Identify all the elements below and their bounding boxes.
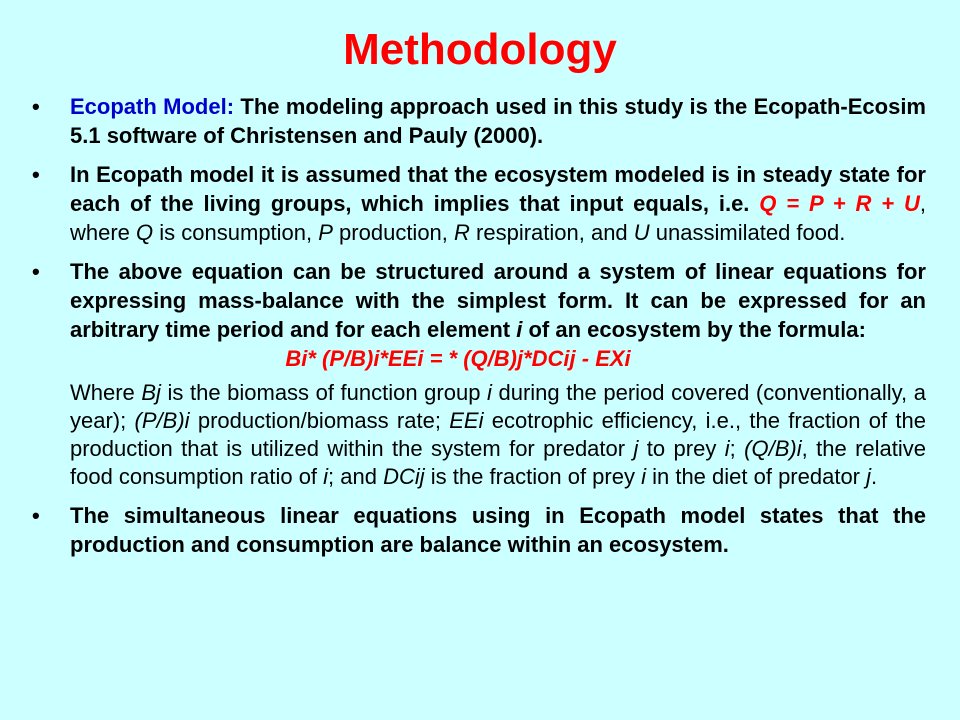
bullet-item-linear-equations: [32, 257, 926, 344]
slide-content: [32, 92, 926, 569]
where-paragraph: [32, 379, 926, 491]
where-text: ; and: [328, 464, 384, 489]
equation-text-1: , where: [70, 191, 926, 245]
where-var: DCij: [383, 464, 425, 489]
equation-text-5: unassimilated food.: [649, 220, 846, 245]
var-q: Q: [136, 220, 154, 245]
linear-equations-text-a: The above equation can be structured around a system of linear equations for expressing mass-balance with the simplest form. It can be expressed for an arbitrary time period and for each element: [70, 259, 926, 342]
slide-title: Methodology: [343, 25, 617, 74]
where-var: (P/B)i: [134, 408, 190, 433]
where-text: production/biomass rate;: [189, 408, 450, 433]
equation-text-4: respiration, and: [469, 220, 634, 245]
where-text: ecotrophic efficiency, i.e., the fraction of the production that is utilized within the system for predator: [70, 408, 926, 461]
where-var: i: [724, 436, 730, 461]
where-var: EEi: [449, 408, 484, 433]
bullet-item-steady-state: [32, 160, 926, 247]
where-text: .: [871, 464, 878, 489]
simultaneous-equations-text: The simultaneous linear equations using in Ecopath model states that the production and consumption are balance within an ecosystem.: [70, 503, 926, 557]
where-var: i: [641, 464, 646, 489]
where-var: i: [323, 464, 329, 489]
where-text: is the fraction of prey: [424, 464, 642, 489]
where-text: in the diet of predator: [645, 464, 867, 489]
where-text: is the biomass of function group: [160, 380, 488, 405]
bullet-icon: •: [32, 162, 40, 187]
equation-text-3: production,: [332, 220, 455, 245]
var-r: R: [454, 220, 470, 245]
where-text: to prey: [638, 436, 725, 461]
mass-balance-equation: Q = P + R + U: [759, 191, 920, 216]
bullet-icon: •: [32, 259, 40, 284]
bullet-icon: •: [32, 94, 40, 119]
bullet-icon: •: [32, 503, 40, 528]
ecopath-model-label: Ecopath Model:: [70, 94, 235, 119]
equation-text-2: is consumption,: [153, 220, 319, 245]
var-i: i: [516, 317, 523, 342]
where-var: (Q/B)i: [744, 436, 802, 461]
where-var: j: [866, 464, 872, 489]
ecopath-model-text: The modeling approach used in this study is the Ecopath-Ecosim 5.1 software of Christensen and Pauly (2000).: [70, 94, 926, 148]
where-var: i: [487, 380, 492, 405]
where-var: j: [633, 436, 639, 461]
bullet-item-simultaneous-equations: [32, 501, 926, 559]
linear-equations-text-b: of an ecosystem by the formula:: [522, 317, 866, 342]
where-var: Bj: [141, 380, 161, 405]
bullet-item-ecopath-model: [32, 92, 926, 150]
var-u: U: [633, 220, 650, 245]
where-text: during the period covered (conventionally, a year);: [70, 380, 926, 433]
var-p: P: [318, 220, 333, 245]
where-text: Where: [70, 380, 142, 405]
where-text: ;: [729, 436, 745, 461]
where-text: , the relative food consumption ratio of: [70, 436, 927, 489]
ecopath-formula: Bi* (P/B)i*EEi = * (Q/B)j*DCij - EXi: [285, 346, 631, 371]
steady-state-text: In Ecopath model it is assumed that the ecosystem modeled is in steady state for each of the living groups, which implies that input equals, i.e.: [70, 162, 926, 216]
